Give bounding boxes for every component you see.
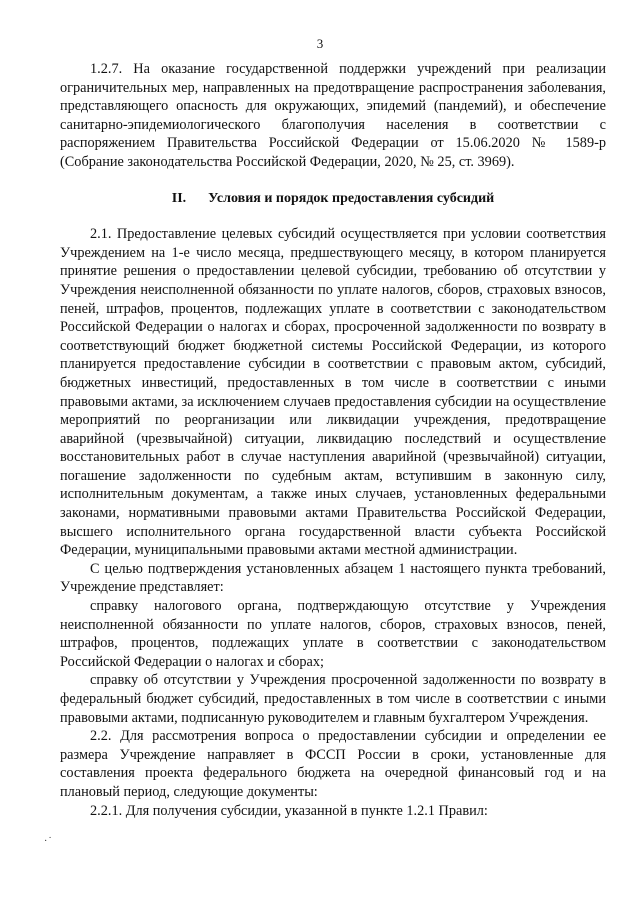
page-number: 3	[316, 36, 324, 51]
section-number: II.	[171, 190, 187, 206]
section-heading	[60, 190, 606, 209]
paragraph-2-2-1: 2.2.1. Для получения субсидии, указанной в пункте 1.2.1 Правил:	[90, 802, 488, 819]
paragraph-debt-certificate: справку об отсутствии у Учреждения просроченной задолженности по возврату в федеральный бюджет субсидий, предоставленных в том числе в соответствии с иными правовыми актами, подписанную руководителем и главным бухгалтером Учреждения.	[60, 672, 606, 726]
paragraph-2-1: 2.1. Предоставление целевых субсидий осуществляется при условии соответствия Учреждением на 1-е число месяца, предшествующего месяцу, в котором планируется принятие решения о предоставлении целевой субсидии, требованию об отсутствии у Учреждения неисполненной обязанности по уплате налогов, сборов, страховых взносов, пеней, штрафов, процентов, подлежащих уплате в соответствии с законодательством Российской Федерации о налогах и сборах, просроченной задолженности по возврату в соответствующий бюджет бюджетной системы Российской Федерации, из которого планируется предоставление субсидии в соответствии с правовым актом, субсидий, бюджетных инвестиций, предоставленных в том числе в соответствии с иными правовыми актами, за исключением случаев предоставления субсидии на осуществление мероприятий по реорганизации или ликвидации учреждения, предотвращение аварийной (чрезвычайной) ситуации, ликвидацию последствий и осуществление восстановительных работ в случае наступления аварийной (чрезвычайной) ситуации, погашение задолженности по судебным актам, вступившим в законную силу, исполнительным документам, а также иных случаев, установленных федеральными законами, нормативными правовыми актами Правительства Российской Федерации, высшего исполнительного органа государственной власти субъекта Российской Федерации, муниципальными правовыми актами местной администрации.	[60, 226, 606, 559]
paragraph-confirmation: С целью подтверждения установленных абзацем 1 настоящего пункта требований, Учреждение представляет:	[60, 560, 606, 596]
section-title: Условия и порядок предоставления субсидий	[208, 190, 495, 206]
paragraph-2-2: 2.2. Для рассмотрения вопроса о предоставлении субсидии и определении ее размера Учреждение направляет в ФССП России в сроки, установленные для составления проекта федерального бюджета на очередной финансовый год и на плановый период, следующие документы:	[60, 728, 606, 800]
scan-mark: ·˙	[44, 836, 53, 847]
paragraph-tax-certificate: справку налогового органа, подтверждающую отсутствие у Учреждения неисполненной обязанности по уплате налогов, сборов, страховых взносов, пеней, штрафов, процентов, подлежащих уплате в соответствии с законодательством Российской Федерации о налогах и сборах;	[60, 598, 606, 670]
paragraph-1-2-7: 1.2.7. На оказание государственной поддержки учреждений при реализации ограничительных мер, направленных на предотвращение распространения заболевания, представляющего опасность для окружающих, эпидемий (пандемий), и обеспечение санитарно-эпидемиологического благополучия населения в соответствии с распоряжением Правительства Российской Федерации от 15.06.2020 № 1589-р (Собрание законодательства Российской Федерации, 2020, № 25, ст. 3969).	[60, 61, 606, 170]
document-body	[60, 60, 606, 820]
